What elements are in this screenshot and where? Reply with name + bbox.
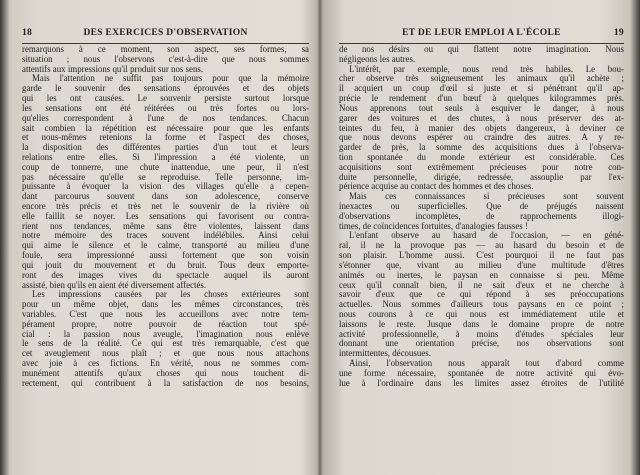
left-running-head: DES EXERCICES D'OBSERVATION — [83, 28, 248, 38]
text-line: puissante à évoquer la vision des villages qu'elle a cepen- — [22, 182, 309, 192]
text-line: qui aime le silence et le calme, transporté au milieu d'une — [22, 241, 309, 251]
text-line: s'étonner que, vivant au milieu d'une multitude d'êtres — [339, 260, 624, 270]
text-line: précie le rendement d'un bœuf à quelques kilogrammes près. — [339, 94, 624, 104]
text-line: de nos désirs ou qui flattent notre imagination. Nous — [339, 45, 624, 54]
text-line: Les impressions causées par les choses extérieures sont — [32, 290, 309, 300]
right-page-body — [339, 43, 624, 388]
text-line: les sensations ont été réitérées ou très fortes ou lors- — [22, 103, 309, 113]
text-line: périence acquise au contact des hommes et des choses. — [339, 182, 534, 192]
text-line: dant parcourus souvent dans son adolescence, conserve — [22, 192, 309, 202]
text-line: L'intérêt, par exemple, nous rend très habiles. Le bou- — [349, 64, 624, 74]
text-line: négligeons les autres. — [339, 54, 416, 64]
left-page-body — [22, 43, 309, 388]
text-line: notre mémoire des traces souvent indélébiles. Ainsi celui — [22, 231, 309, 241]
text-line: d'observations incomplètes, de rapprochements illogi- — [339, 211, 624, 221]
text-line: Nous apprenons tout seuls à esquiver le danger, à nous — [339, 103, 624, 113]
text-line: Ainsi, l'observation nous apparaît tout d'abord comme — [349, 359, 624, 368]
text-line: et nous-mêmes retenions la forme et l'aspect des choses, — [22, 133, 309, 143]
text-line: ceux qu'il connaît bien, il ne sait d'eux et ne cherche à — [339, 280, 624, 290]
text-line: duite personnelle, dirigée, redressée, assouplie par l'ex- — [339, 172, 624, 182]
text-line: foule, sera impressionné aussi fortement que son voisin — [22, 251, 309, 261]
right-page-number: 19 — [613, 28, 624, 38]
text-line: activité professionnelle, à moins d'études spéciales leur — [339, 329, 624, 339]
text-line: times, de coïncidences fortuites, d'analogies fausses ! — [339, 221, 528, 231]
text-line: cher observe très soigneusement les animaux qu'il achète ; — [339, 74, 624, 84]
text-line: teintes du feu, à manier des objets dangereux, à deviner ce — [339, 123, 624, 133]
text-line: garde le souvenir des sensations éprouvées et des objets — [22, 84, 309, 94]
text-line: intermittentes, décousues. — [339, 349, 431, 359]
text-line: situation ; nous l'observons c'est-à-dire que nous sommes — [22, 54, 309, 64]
text-line: une forme nécessaire, spontanée de notre activité qui évo- — [339, 368, 624, 378]
text-line: pérament propre, notre pouvoir de réaction tout spé- — [22, 319, 309, 329]
text-line: elle faillit se noyer. Les sensations qui favorisent ou contra- — [22, 211, 309, 221]
text-line: actuelles. Nous sommes d'ailleurs tous paysans en ce point ; — [339, 300, 624, 310]
text-line: encore très précis et très net le souvenir de la rivière où — [22, 202, 309, 211]
text-line: Mais l'attention ne suffit pas toujours pour que la mémoire — [32, 74, 309, 84]
text-line: cial : la passion nous aveugle, l'imagination nous enlève — [22, 329, 309, 339]
text-line: donnant une orientation précise, nos observations sont — [339, 339, 624, 349]
text-line: garder de près, la somme des acquisitions dues à l'observa- — [339, 143, 624, 153]
text-line: animés ou inertes, le paysan en connaisse si peu. Même — [339, 270, 624, 280]
text-line: tion spontanée du monde extérieur est considérable. Ces — [339, 152, 624, 162]
left-header-rule — [22, 43, 309, 44]
text-line: garer des voitures et des chutes, à nous préserver des at- — [339, 113, 624, 123]
text-line: nous courons à ce qui nous est immédiatement utile et — [339, 309, 624, 319]
text-line: attentifs aux impressions qu'il produit sur nos sens. — [22, 64, 204, 74]
text-line: rient nos tendances, même sans être violentes, laissent dans — [22, 221, 309, 231]
right-page — [339, 28, 624, 388]
text-line: L'enfant observe au hasard de l'occasion, — en géné- — [349, 231, 624, 241]
text-line: qui jouit du mouvement et du bruit. Tous deux emporte- — [22, 260, 309, 270]
right-page-header — [339, 28, 624, 42]
text-line: acquisitions sont extrêmement précieuses pour notre con- — [339, 162, 624, 172]
text-line: qui les ont causées. Le souvenir persiste surtout lorsque — [22, 94, 309, 104]
text-line: pas nécessaire qu'elle se reproduise. Telle personne, im- — [22, 172, 309, 182]
right-running-head: ET DE LEUR EMPLOI A L'ÉCOLE — [402, 28, 561, 38]
text-line: relations entre elles. Si l'impression a été violente, un — [22, 152, 309, 162]
text-line: le sens de la réalité. Ce qui est très remarquable, c'est que — [22, 339, 309, 349]
text-line: laissons le reste. Jusque dans le domaine propre de notre — [339, 319, 624, 329]
text-line: la disposition des différentes parties d'un tout et leurs — [22, 143, 309, 153]
text-line: lue à l'ordinaire dans les limites assez étroites de l'utilité — [339, 378, 624, 388]
left-page-number: 18 — [22, 28, 33, 38]
left-page-header — [22, 28, 309, 42]
text-line: son plaisir. L'homme aussi. C'est pourquoi il ne faut pas — [339, 251, 624, 261]
left-page — [22, 28, 309, 388]
text-line: inexactes ou superficielles. Que de préjugés naissent — [339, 202, 624, 211]
text-line: assisté, bien qu'ils en aient été diversement affectés. — [22, 280, 207, 290]
text-line: remarquons à ce moment, son aspect, ses formes, sa — [22, 45, 309, 54]
text-line: ront des images vives du spectacle auquel ils auront — [22, 270, 309, 280]
text-line: que nous devons espérer ou craindre des autres. A y re- — [339, 133, 624, 143]
text-line: il acquiert un coup d'œil si juste et si pénétrant qu'il ap- — [339, 84, 624, 94]
text-line: qu'elles correspondent à l'une de nos tendances. Chacun — [22, 113, 309, 123]
text-line: variables. C'est que nous les accueillons avec notre tem- — [22, 309, 309, 319]
text-line: ral, il ne la provoque pas — au hasard du besoin et de — [339, 241, 624, 251]
text-line: coup de tonnerre, une chute inattendue, une peur, il n'est — [22, 162, 309, 172]
text-line: cet aveuglement nous plaît ; et que nous nous attachons — [22, 349, 309, 359]
text-line: pour un même objet, dans les mêmes circonstances, très — [22, 300, 309, 310]
text-line: avec joie à ces fictions. En vérité, nous ne sommes com- — [22, 359, 309, 368]
text-line: munément attentifs qu'aux choses qui nous touchent di- — [22, 368, 309, 378]
text-line: savoir d'eux que ce qui répond à ses préoccupations — [339, 290, 624, 300]
right-header-rule — [339, 43, 624, 44]
text-line: rectement, qui contribuent à la satisfaction de nos besoins, — [22, 378, 309, 388]
text-line: sait combien la répétition est nécessaire pour que les enfants — [22, 123, 309, 133]
text-line: Mais ces connaissances si précieuses sont souvent — [349, 192, 624, 202]
